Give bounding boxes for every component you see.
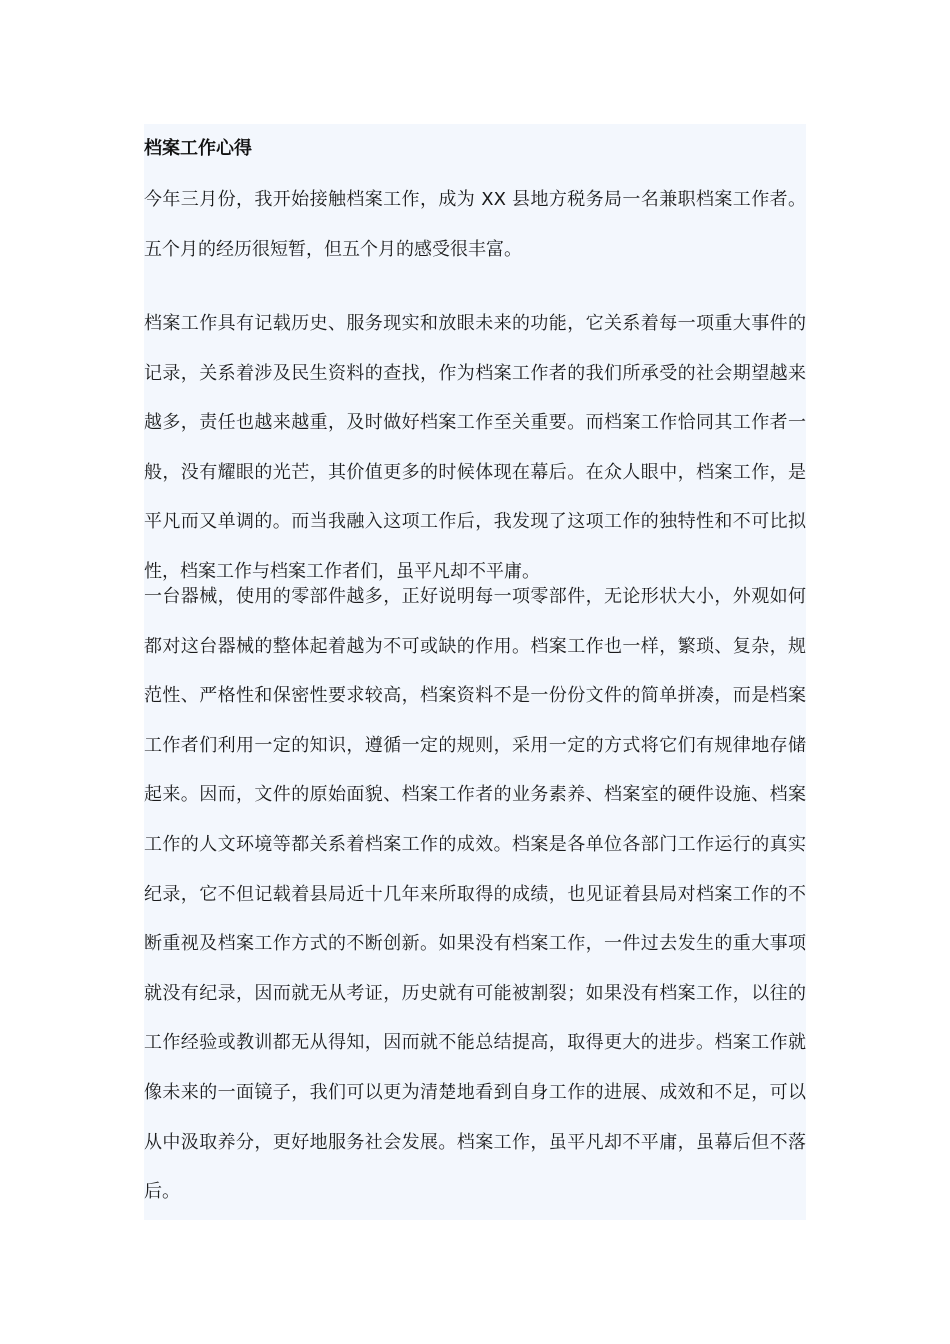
paragraph-archive-function: 档案工作具有记载历史、服务现实和放眼未来的功能，它关系着每一项重大事件的记录，关系着涉及民生资料的查找，作为档案工作者的我们所承受的社会期望越来越多，责任也越来越重，及时做好档案工作至关重要。而档案工作恰同其工作者一般，没有耀眼的光芒，其价值更多的时候体现在幕后。在众人眼中，档案工作，是平凡而又单调的。而当我融入这项工作后，我发现了这项工作的独特性和不可比拟性，档案工作与档案工作者们，虽平凡却不平庸。 (144, 313, 806, 582)
paragraph-machine-analogy: 一台器械，使用的零部件越多，正好说明每一项零部件，无论形状大小，外观如何都对这台器械的整体起着越为不可或缺的作用。档案工作也一样，繁琐、复杂，规范性、严格性和保密性要求较高，档案资料不是一份份文件的简单拼凑，而是档案工作者们利用一定的知识，遵循一定的规则，采用一定的方式将它们有规律地存储起来。因而，文件的原始面貌、档案工作者的业务素养、档案室的硬件设施、档案工作的人文环境等都关系着档案工作的成效。档案是各单位各部门工作运行的真实纪录，它不但记载着县局近十几年来所取得的成绩，也见证着县局对档案工作的不断重视及档案工作方式的不断创新。如果没有档案工作，一件过去发生的重大事项就没有纪录，因而就无从考证，历史就有可能被割裂；如果没有档案工作，以往的工作经验或教训都无从得知，因而就不能总结提高，取得更大的进步。档案工作就像未来的一面镜子，我们可以更为清楚地看到自身工作的进展、成效和不足，可以从中汲取养分，更好地服务社会发展。档案工作，虽平凡却不平庸，虽幕后但不落后。 (144, 586, 806, 1203)
document-title: 档案工作心得 (144, 138, 252, 159)
paragraph-intro: 今年三月份，我开始接触档案工作，成为 XX 县地方税务局一名兼职档案工作者。五个月的经历很短暂，但五个月的感受很丰富。 (144, 189, 806, 260)
